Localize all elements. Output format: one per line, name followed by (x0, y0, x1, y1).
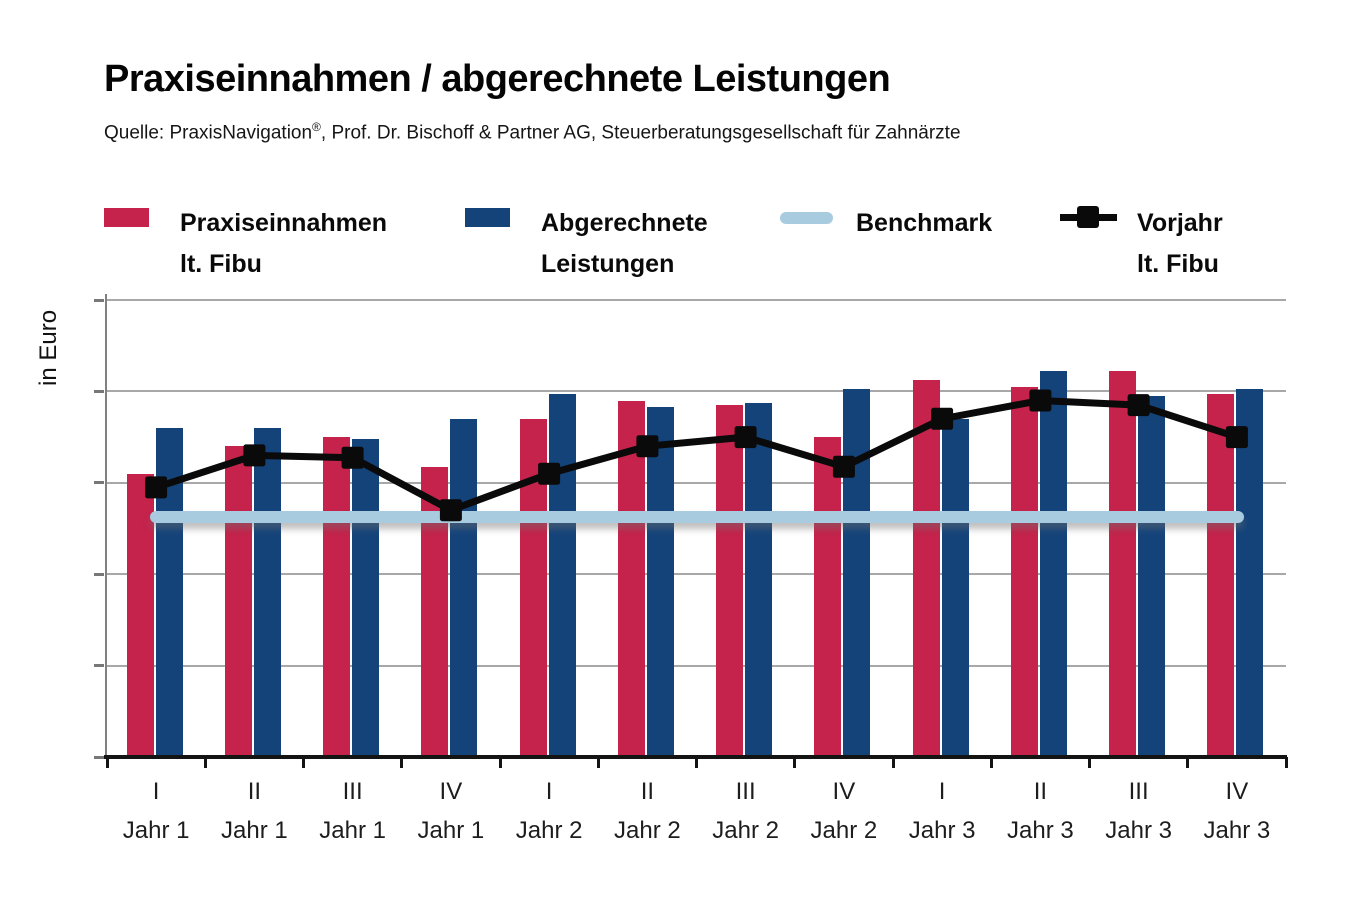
vorjahr-square-marker (1128, 394, 1150, 416)
x-axis-label (1188, 779, 1286, 844)
registered-trademark-symbol: ® (312, 120, 321, 134)
vorjahr-square-marker (342, 447, 364, 469)
x-label-year: Jahr 2 (712, 817, 779, 844)
y-axis-tick (94, 299, 104, 302)
legend-swatch-praxiseinnahmen (104, 208, 149, 227)
x-axis-label (697, 779, 795, 844)
x-axis-tick (597, 757, 600, 768)
x-axis-label (402, 779, 500, 844)
x-label-quarter: III (735, 778, 756, 805)
y-axis-tick (94, 756, 104, 759)
legend-label-abgerechnete-leistungen: Abgerechnete Leistungen (541, 209, 708, 278)
x-label-quarter: II (247, 778, 262, 805)
source-text-suffix: , Prof. Dr. Bischoff & Partner AG, Steuerberatungsgesellschaft für Zahnärzte (320, 122, 961, 144)
legend-swatch-vorjahr (1060, 206, 1117, 228)
vorjahr-line-plot (107, 300, 1286, 757)
vorjahr-square-marker (1029, 390, 1051, 412)
x-axis-label (991, 779, 1089, 844)
legend-item-benchmark (780, 203, 992, 244)
legend-swatch-abgerechnete-leistungen (465, 208, 510, 227)
y-axis-tick (94, 481, 104, 484)
x-label-quarter: IV (832, 778, 856, 805)
x-label-year: Jahr 3 (1007, 817, 1074, 844)
x-label-year: Jahr 1 (417, 817, 485, 844)
vorjahr-square-marker (931, 408, 953, 430)
y-axis-tick (94, 573, 104, 576)
x-axis-tick (106, 757, 109, 768)
source-text: Quelle: PraxisNavigation (104, 122, 313, 144)
x-label-quarter: II (1033, 778, 1048, 805)
vorjahr-square-marker (440, 499, 462, 521)
x-label-quarter: I (152, 778, 160, 805)
legend-label-benchmark: Benchmark (856, 209, 993, 237)
x-axis-tick (1285, 757, 1288, 768)
legend-item-praxiseinnahmen (104, 203, 387, 285)
x-axis-label (795, 779, 893, 844)
x-axis-tick (1186, 757, 1189, 768)
legend-item-vorjahr (1060, 203, 1223, 285)
x-axis-label (205, 779, 303, 844)
x-axis-label (598, 779, 696, 844)
x-label-year: Jahr 2 (810, 817, 878, 844)
x-label-year: Jahr 2 (614, 817, 681, 844)
y-axis-title: in Euro (35, 309, 62, 387)
x-label-year: Jahr 3 (1105, 817, 1172, 844)
vorjahr-square-marker (833, 456, 855, 478)
vorjahr-line (156, 401, 1237, 511)
x-axis-tick (204, 757, 207, 768)
x-label-quarter: III (1128, 778, 1149, 805)
x-label-quarter: III (342, 778, 363, 805)
x-axis-tick (1088, 757, 1091, 768)
x-axis-tick (793, 757, 796, 768)
vorjahr-square-marker (538, 463, 560, 485)
vorjahr-square-marker (735, 426, 757, 448)
chart-source (104, 120, 961, 144)
x-axis-tick (302, 757, 305, 768)
x-label-quarter: I (938, 778, 946, 805)
x-label-year: Jahr 1 (319, 817, 386, 844)
vorjahr-square-marker (145, 476, 167, 498)
x-axis-label (893, 779, 991, 844)
y-axis-tick (94, 390, 104, 393)
x-axis-tick (400, 757, 403, 768)
x-axis-label (304, 779, 402, 844)
x-axis-tick (695, 757, 698, 768)
x-label-quarter: IV (1225, 778, 1249, 805)
legend-swatch-benchmark (780, 212, 833, 224)
legend-item-abgerechnete-leistungen (465, 203, 708, 285)
x-label-year: Jahr 3 (1203, 817, 1271, 844)
chart-title: Praxiseinnahmen / abgerechnete Leistungen (104, 58, 891, 100)
x-label-quarter: IV (439, 778, 463, 805)
vorjahr-square-marker (1226, 426, 1248, 448)
x-axis-tick (499, 757, 502, 768)
plot-area (107, 300, 1286, 844)
legend-label-vorjahr: Vorjahr lt. Fibu (1137, 209, 1223, 278)
vorjahr-square-marker (243, 444, 265, 466)
x-label-quarter: II (640, 778, 655, 805)
x-axis-label (1090, 779, 1188, 844)
x-axis-tick (990, 757, 993, 768)
x-axis-label (500, 779, 598, 844)
vorjahr-square-marker (636, 435, 658, 457)
x-label-year: Jahr 1 (221, 817, 288, 844)
x-axis-tick (892, 757, 895, 768)
x-label-quarter: I (545, 778, 553, 805)
x-axis-label (107, 779, 205, 844)
x-label-year: Jahr 1 (122, 817, 190, 844)
x-label-year: Jahr 3 (908, 817, 976, 844)
y-axis-tick (94, 664, 104, 667)
legend-label-praxiseinnahmen: Praxiseinnahmen lt. Fibu (180, 209, 388, 278)
x-label-year: Jahr 2 (515, 817, 583, 844)
